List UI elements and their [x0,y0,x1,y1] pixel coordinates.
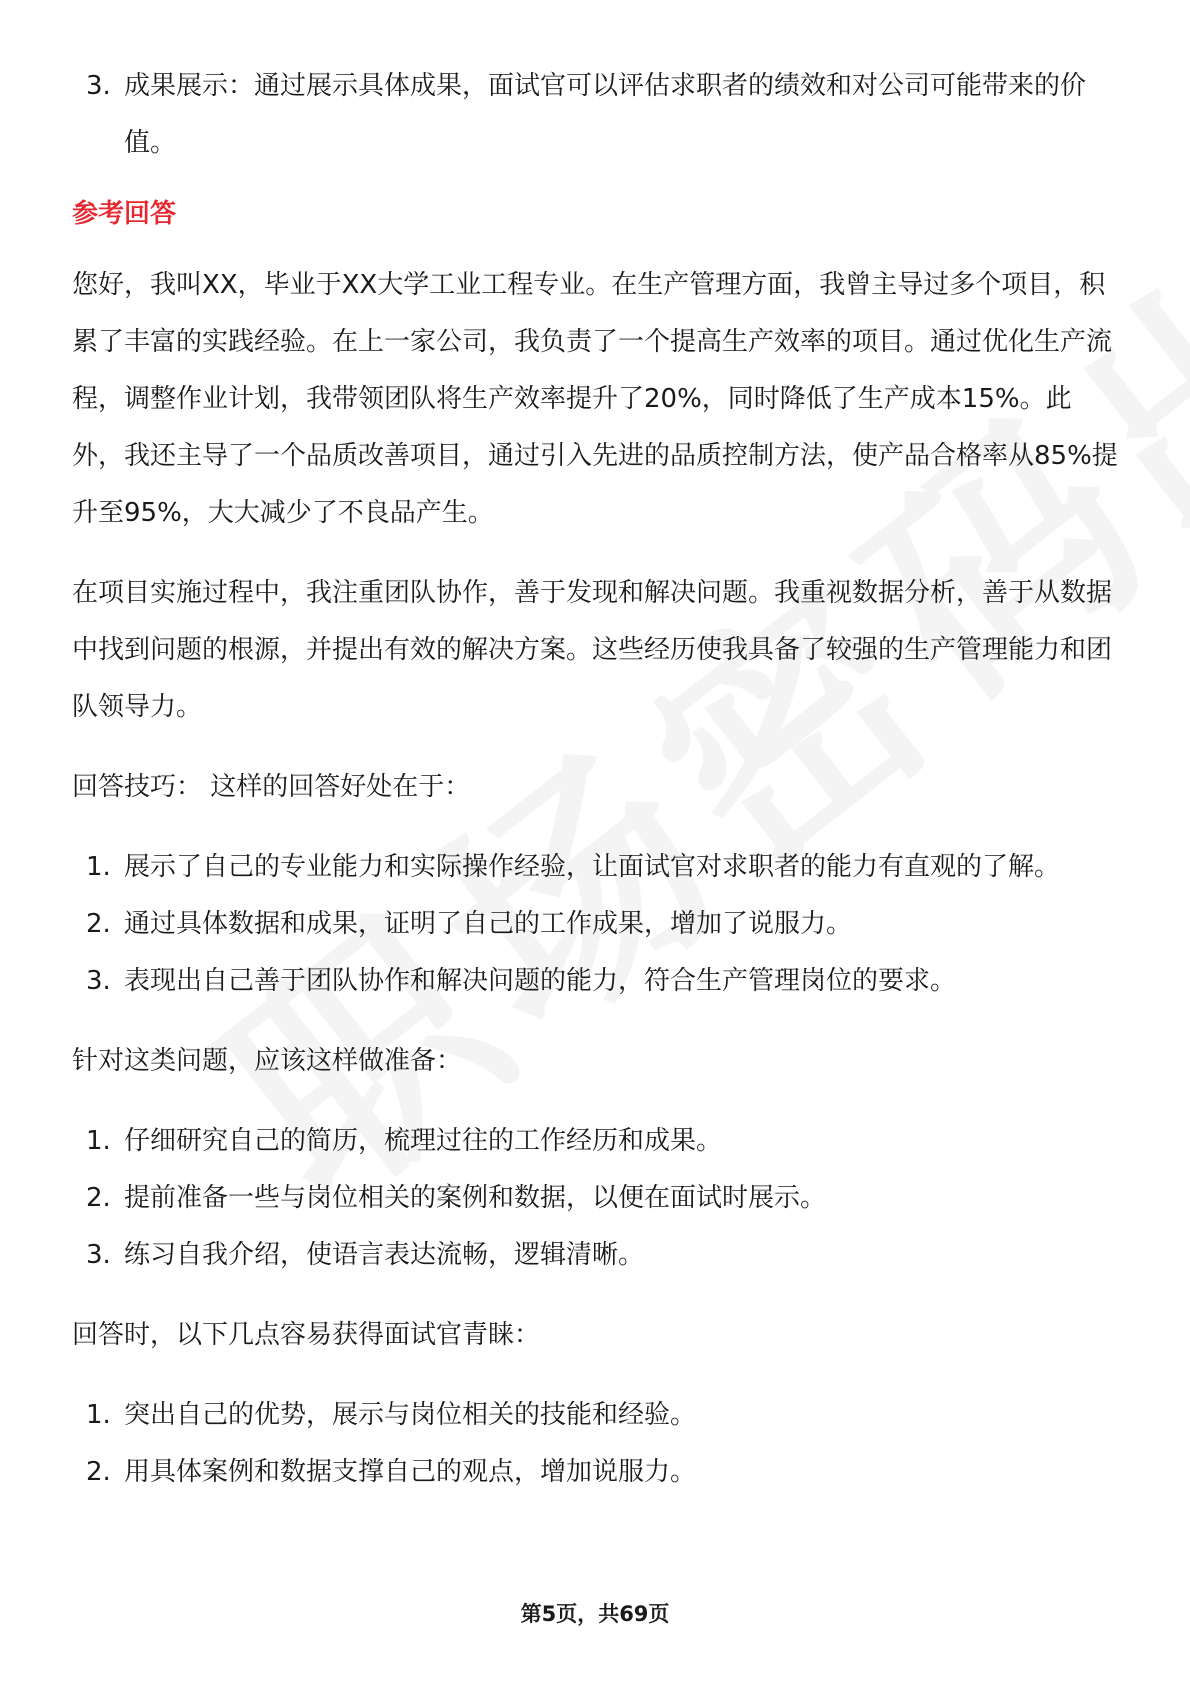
list-item [72,1227,1118,1284]
page-footer: 第5页，共69页 [520,1602,670,1626]
list-text: 展示了自己的专业能力和实际操作经验，让面试官对求职者的能力有直观的了解。 [124,852,1061,882]
page-content [72,58,1118,1501]
list-number: 1. [86,1400,111,1430]
list-number: 1. [86,1126,111,1156]
list-text: 仔细研究自己的简历，梳理过往的工作经历和成果。 [124,1126,723,1156]
list-item [72,896,1118,953]
list-number: 2. [86,1183,111,1213]
prepare-title: 针对这类问题，应该这样做准备： [72,1046,463,1076]
answer-paragraph: 在项目实施过程中，我注重团队协作，善于发现和解决问题。我重视数据分析，善于从数据中找到问题的根源，并提出有效的解决方案。这些经历使我具备了较强的生产管理能力和团队领导力。 [72,578,1113,722]
favor-title: 回答时，以下几点容易获得面试官青睐： [72,1320,541,1350]
list-number: 3. [86,966,111,996]
list-text: 通过具体数据和成果，证明了自己的工作成果，增加了说服力。 [124,909,853,939]
list-text: 提前准备一些与岗位相关的案例和数据，以便在面试时展示。 [124,1183,827,1213]
list-item [72,1113,1118,1170]
section-heading: 参考回答 [72,199,177,229]
list-number: 2. [86,1457,111,1487]
tips-title: 回答技巧： 这样的回答好处在于： [72,772,471,802]
answer-paragraph: 您好，我叫XX，毕业于XX大学工业工程专业。在生产管理方面，我曾主导过多个项目，积累了丰富的实践经验。在上一家公司，我负责了一个提高生产效率的项目。通过优化生产流程，调整作业计划，我带领团队将生产效率提升了20%，同时降低了生产成本15%。此外，我还主导了一个品质改善项目，通过引入先进的品质控制方法，使产品合格率从85%提升至95%，大大减少了不良品产生。 [72,270,1118,528]
list-item [72,839,1118,896]
list-number: 3. [86,71,111,101]
list-text: 表现出自己善于团队协作和解决问题的能力，符合生产管理岗位的要求。 [124,966,957,996]
list-item [72,1170,1118,1227]
list-text: 突出自己的优势，展示与岗位相关的技能和经验。 [124,1400,697,1430]
list-text: 用具体案例和数据支撑自己的观点，增加说服力。 [124,1457,697,1487]
list-item [72,1444,1118,1501]
list-text: 成果展示：通过展示具体成果，面试官可以评估求职者的绩效和对公司可能带来的价值。 [124,71,1087,158]
list-item [72,58,1118,172]
list-number: 3. [86,1240,111,1270]
list-number: 1. [86,852,111,882]
list-item [72,1387,1118,1444]
list-text: 练习自我介绍，使语言表达流畅，逻辑清晰。 [124,1240,645,1270]
list-item [72,953,1118,1010]
list-number: 2. [86,909,111,939]
